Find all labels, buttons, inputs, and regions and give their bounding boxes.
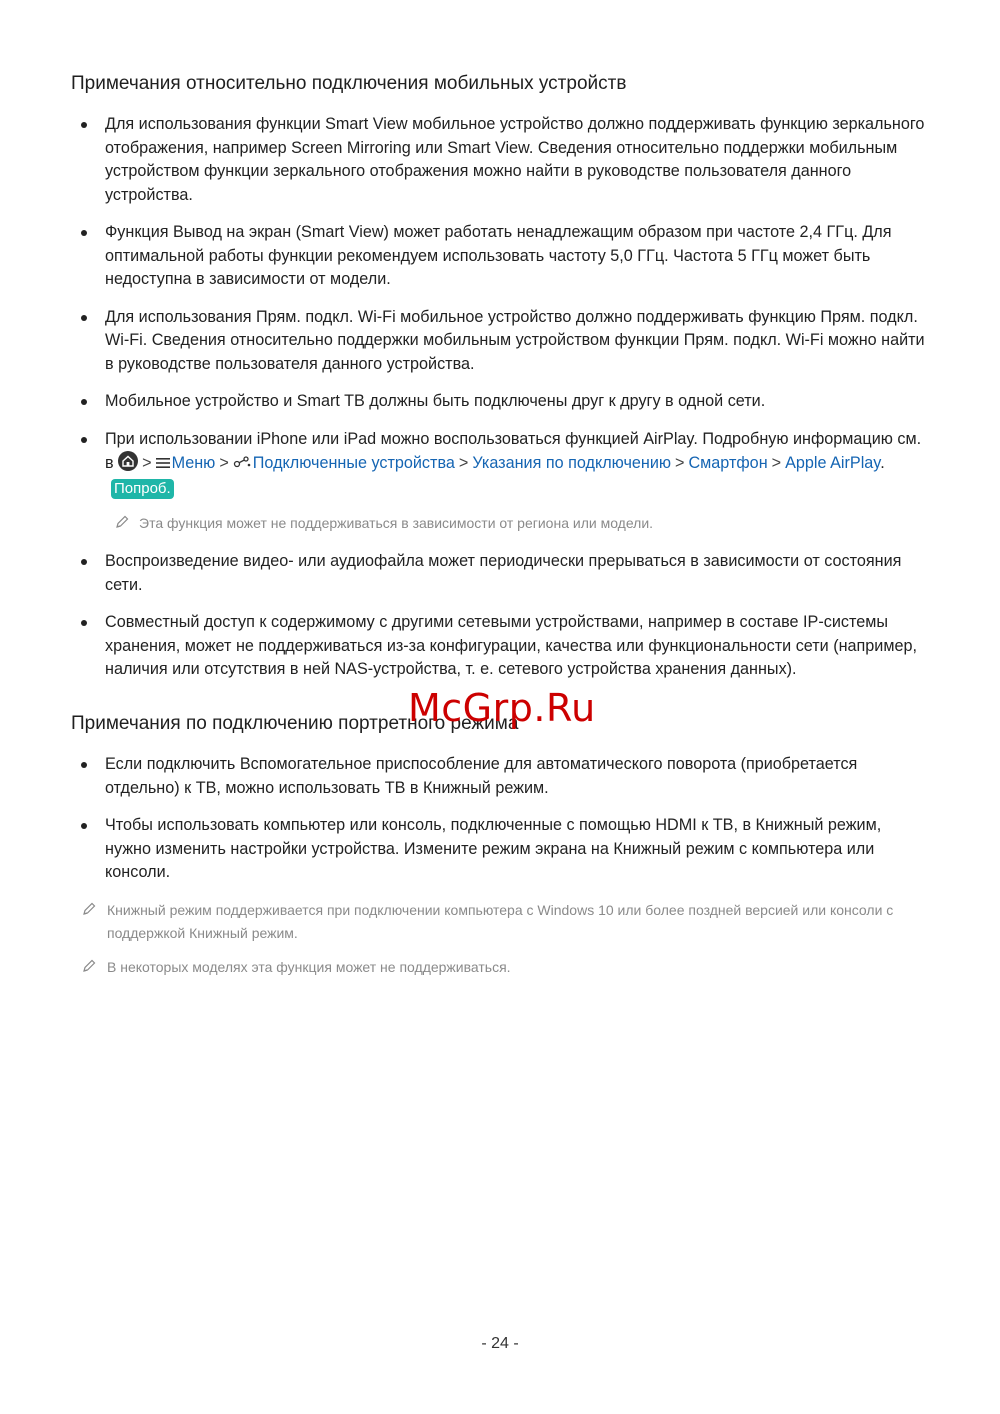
- pencil-icon: [82, 902, 96, 916]
- chevron-right-icon: >: [142, 454, 152, 472]
- list-item: Воспроизведение видео- или аудиофайла может периодически прерываться в зависимости от состояния сети.: [0, 550, 1000, 597]
- chevron-right-icon: >: [219, 454, 229, 472]
- connected-devices-icon: [233, 453, 251, 477]
- page-number: - 24 -: [481, 1335, 519, 1352]
- pencil-icon: [82, 959, 96, 973]
- note-portrait-windows: [82, 899, 937, 945]
- path-apple-airplay-link[interactable]: Apple AirPlay: [785, 454, 881, 472]
- watermark-text: McGrp.Ru: [408, 686, 596, 730]
- note-text: Книжный режим поддерживается при подключении компьютера с Windows 10 или более поздней версией или консоли с поддержкой Книжный режим.: [107, 902, 894, 941]
- path-menu-link[interactable]: Меню: [171, 454, 216, 472]
- list-item: Для использования функции Smart View мобильное устройство должно поддерживать функцию зеркального отображения, например Screen Mirroring или Smart View. Сведения относительно поддержки мобильным устройством функции зеркального отображения можно найти в руководстве пользователя данного устройства.: [0, 113, 1000, 207]
- list-item: Мобильное устройство и Smart TB должны быть подключены друг к другу в одной сети.: [0, 390, 1000, 414]
- chevron-right-icon: >: [458, 454, 469, 472]
- airplay-text: При использовании iPhone или iPad можно воспользоваться функцией AirPlay. Подробную информацию см. в: [105, 429, 922, 472]
- path-connection-guide-link[interactable]: Указания по подключению: [472, 454, 672, 472]
- list-item: Для использования Прям. подкл. Wi-Fi мобильное устройство должно поддерживать функцию Прям. подкл. Wi-Fi. Сведения относительно поддержки мобильным устройством функции Прям. подкл. Wi-Fi можно найти в руководстве пользователя данного устройства.: [0, 306, 1000, 377]
- menu-icon: [156, 453, 170, 477]
- list-item: Совместный доступ к содержимому с другими сетевыми устройствами, например в составе IP-системы хранения, может не поддерживаться из-за конфигурации, качества или функциональности сети (например, наличия или отсутствия в ней NAS-устройства, т. е. сетевого устройства хранения данных).: [0, 611, 1000, 682]
- list-item: Чтобы использовать компьютер или консоль, подключенные с помощью HDMI к ТВ, в Книжный режим, нужно изменить настройки устройства. Измените режим экрана на Книжный режим с компьютера или консоли.: [0, 814, 1000, 885]
- chevron-right-icon: >: [771, 454, 782, 472]
- list-item: Если подключить Вспомогательное приспособление для автоматического поворота (приобретается отдельно) к ТВ, можно использовать ТВ в Книжный режим.: [0, 753, 1000, 800]
- home-icon: [118, 451, 138, 471]
- pencil-icon: [115, 515, 129, 529]
- section-heading-portrait: Примечания по подключению портретного режима: [71, 713, 519, 734]
- period: .: [880, 454, 885, 472]
- bullet-list-mobile: [0, 113, 1000, 500]
- section-heading-mobile: Примечания относительно подключения мобильных устройств: [71, 73, 627, 94]
- bullet-list-mobile-2: [0, 550, 1000, 682]
- list-item: Функция Вывод на экран (Smart View) может работать ненадлежащим образом при частоте 2,4 ГГц. Для оптимальной работы функции рекомендуем использовать частоту 5,0 ГГц. Частота 5 ГГц может быть недоступна в зависимости от модели.: [0, 221, 1000, 292]
- note-airplay: [115, 512, 939, 535]
- note-text: В некоторых моделях эта функция может не поддерживаться.: [107, 959, 511, 975]
- chevron-right-icon: >: [675, 454, 685, 472]
- try-now-button[interactable]: Попроб.: [111, 479, 174, 499]
- list-item-airplay: [0, 428, 1000, 501]
- bullet-list-portrait: [0, 753, 1000, 885]
- note-portrait-models: [82, 956, 937, 979]
- path-connected-devices-link[interactable]: Подключенные устройства: [252, 454, 455, 472]
- note-text: Эта функция может не поддерживаться в зависимости от региона или модели.: [139, 515, 654, 531]
- path-smartphone-link[interactable]: Смартфон: [688, 454, 768, 472]
